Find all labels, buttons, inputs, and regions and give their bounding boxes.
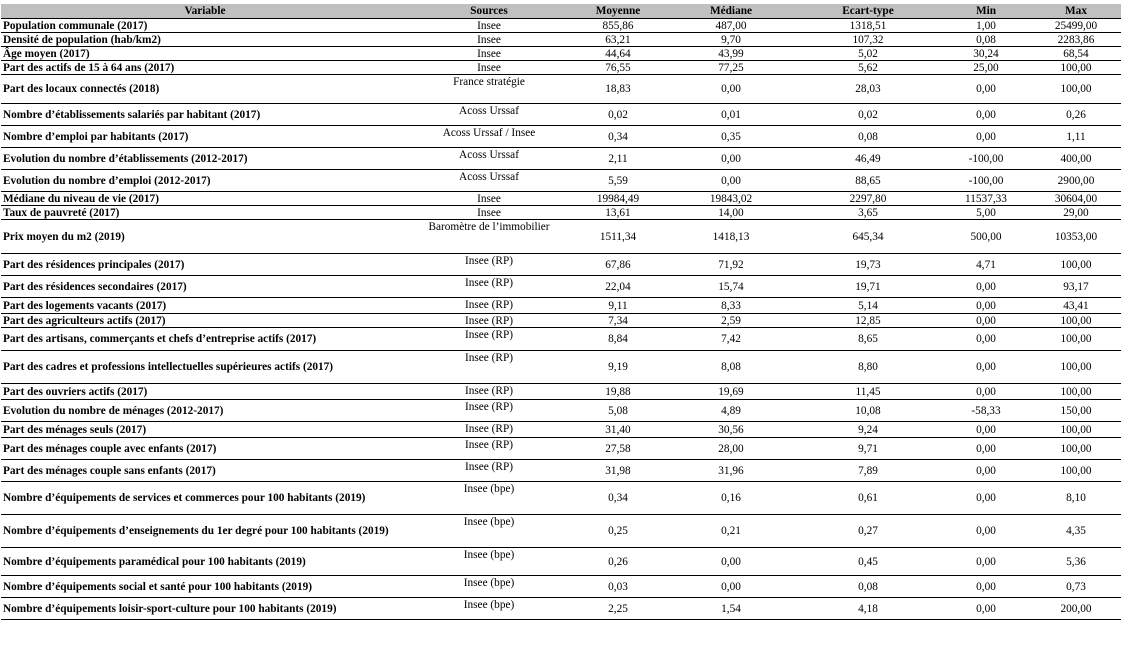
moyenne-value: 9,19: [569, 351, 667, 384]
moyenne-value: 5,59: [569, 170, 667, 192]
table-row: [1, 298, 1121, 314]
mediane-value: 0,01: [667, 104, 795, 126]
mediane-value: 71,92: [667, 254, 795, 276]
min-value: 0,00: [941, 515, 1031, 548]
mediane-value: 77,25: [667, 61, 795, 75]
table-row: [1, 254, 1121, 276]
min-value: 0,00: [941, 314, 1031, 328]
max-value: 1,11: [1031, 126, 1121, 148]
variable-name: Population communale (2017): [1, 19, 409, 33]
mediane-value: 0,00: [667, 148, 795, 170]
moyenne-value: 19,88: [569, 384, 667, 400]
max-value: 100,00: [1031, 438, 1121, 460]
min-value: 0,00: [941, 548, 1031, 576]
min-value: 1,00: [941, 19, 1031, 33]
mediane-value: 8,33: [667, 298, 795, 314]
min-value: 0,00: [941, 576, 1031, 598]
max-value: 10353,00: [1031, 220, 1121, 254]
table-row: [1, 206, 1121, 220]
ecart-type-value: 0,02: [795, 104, 941, 126]
ecart-type-value: 19,71: [795, 276, 941, 298]
source-value: Insee (RP): [409, 438, 569, 460]
moyenne-value: 2,11: [569, 148, 667, 170]
max-value: 100,00: [1031, 384, 1121, 400]
moyenne-value: 1511,34: [569, 220, 667, 254]
moyenne-value: 44,64: [569, 47, 667, 61]
mediane-value: 0,00: [667, 170, 795, 192]
mediane-value: 487,00: [667, 19, 795, 33]
moyenne-value: 5,08: [569, 400, 667, 422]
mediane-value: 9,70: [667, 33, 795, 47]
moyenne-value: 31,40: [569, 422, 667, 438]
table-row: [1, 126, 1121, 148]
source-value: Insee (RP): [409, 276, 569, 298]
mediane-value: 4,89: [667, 400, 795, 422]
variable-name: Nombre d’équipements de services et commerces pour 100 habitants (2019): [1, 482, 409, 515]
variable-name: Evolution du nombre d’emploi (2012-2017): [1, 170, 409, 192]
moyenne-value: 0,02: [569, 104, 667, 126]
source-value: Acoss Urssaf: [409, 104, 569, 126]
min-value: 0,00: [941, 104, 1031, 126]
table-row: [1, 148, 1121, 170]
ecart-type-value: 0,45: [795, 548, 941, 576]
max-value: 8,10: [1031, 482, 1121, 515]
min-value: 4,71: [941, 254, 1031, 276]
variable-name: Part des cadres et professions intellectuelles supérieures actifs (2017): [1, 351, 409, 384]
source-value: Acoss Urssaf: [409, 148, 569, 170]
source-value: Insee: [409, 33, 569, 47]
source-value: Insee (RP): [409, 298, 569, 314]
mediane-value: 0,00: [667, 576, 795, 598]
source-value: Insee: [409, 61, 569, 75]
min-value: 0,00: [941, 422, 1031, 438]
ecart-type-value: 1318,51: [795, 19, 941, 33]
variable-name: Evolution du nombre de ménages (2012-2017): [1, 400, 409, 422]
source-value: Insee: [409, 206, 569, 220]
min-value: 0,00: [941, 75, 1031, 104]
ecart-type-value: 7,89: [795, 460, 941, 482]
ecart-type-value: 5,02: [795, 47, 941, 61]
max-value: 100,00: [1031, 460, 1121, 482]
variable-name: Part des ménages couple avec enfants (2017): [1, 438, 409, 460]
variable-name: Nombre d’équipements paramédical pour 100 habitants (2019): [1, 548, 409, 576]
source-value: Insee (bpe): [409, 515, 569, 548]
table-row: [1, 170, 1121, 192]
table-row: [1, 192, 1121, 206]
moyenne-value: 63,21: [569, 33, 667, 47]
mediane-value: 1418,13: [667, 220, 795, 254]
table-row: [1, 515, 1121, 548]
ecart-type-value: 9,24: [795, 422, 941, 438]
variable-name: Part des résidences secondaires (2017): [1, 276, 409, 298]
table-row: [1, 460, 1121, 482]
moyenne-value: 31,98: [569, 460, 667, 482]
variable-name: Part des ouvriers actifs (2017): [1, 384, 409, 400]
table-row: [1, 438, 1121, 460]
variable-name: Part des agriculteurs actifs (2017): [1, 314, 409, 328]
moyenne-value: 0,25: [569, 515, 667, 548]
header-max: Max: [1031, 4, 1121, 19]
ecart-type-value: 88,65: [795, 170, 941, 192]
ecart-type-value: 0,08: [795, 126, 941, 148]
variable-name: Part des résidences principales (2017): [1, 254, 409, 276]
moyenne-value: 13,61: [569, 206, 667, 220]
mediane-value: 15,74: [667, 276, 795, 298]
moyenne-value: 2,25: [569, 598, 667, 620]
source-value: Insee (RP): [409, 314, 569, 328]
variable-name: Part des locaux connectés (2018): [1, 75, 409, 104]
table-row: [1, 314, 1121, 328]
max-value: 4,35: [1031, 515, 1121, 548]
moyenne-value: 9,11: [569, 298, 667, 314]
variable-name: Part des ménages couple sans enfants (2017): [1, 460, 409, 482]
mediane-value: 31,96: [667, 460, 795, 482]
mediane-value: 19,69: [667, 384, 795, 400]
source-value: Insee: [409, 47, 569, 61]
table-row: [1, 598, 1121, 620]
variable-name: Nombre d’équipements loisir-sport-culture pour 100 habitants (2019): [1, 598, 409, 620]
table-row: [1, 351, 1121, 384]
moyenne-value: 19984,49: [569, 192, 667, 206]
mediane-value: 1,54: [667, 598, 795, 620]
mediane-value: 0,00: [667, 548, 795, 576]
ecart-type-value: 2297,80: [795, 192, 941, 206]
table-row: [1, 104, 1121, 126]
moyenne-value: 0,34: [569, 482, 667, 515]
min-value: -100,00: [941, 170, 1031, 192]
table-row: [1, 328, 1121, 351]
min-value: 0,00: [941, 351, 1031, 384]
max-value: 200,00: [1031, 598, 1121, 620]
variable-name: Evolution du nombre d’établissements (2012-2017): [1, 148, 409, 170]
min-value: 5,00: [941, 206, 1031, 220]
table-row: [1, 384, 1121, 400]
source-value: Insee (RP): [409, 422, 569, 438]
mediane-value: 7,42: [667, 328, 795, 351]
max-value: 68,54: [1031, 47, 1121, 61]
ecart-type-value: 12,85: [795, 314, 941, 328]
max-value: 100,00: [1031, 422, 1121, 438]
source-value: Insee (bpe): [409, 548, 569, 576]
table-row: [1, 220, 1121, 254]
max-value: 100,00: [1031, 314, 1121, 328]
moyenne-value: 0,34: [569, 126, 667, 148]
min-value: -100,00: [941, 148, 1031, 170]
table-row: [1, 276, 1121, 298]
mediane-value: 0,21: [667, 515, 795, 548]
source-value: Insee (bpe): [409, 576, 569, 598]
ecart-type-value: 3,65: [795, 206, 941, 220]
min-value: 500,00: [941, 220, 1031, 254]
variable-name: Part des artisans, commerçants et chefs d’entreprise actifs (2017): [1, 328, 409, 351]
moyenne-value: 8,84: [569, 328, 667, 351]
source-value: Acoss Urssaf / Insee: [409, 126, 569, 148]
min-value: 0,00: [941, 276, 1031, 298]
header-moyenne: Moyenne: [569, 4, 667, 19]
moyenne-value: 855,86: [569, 19, 667, 33]
ecart-type-value: 11,45: [795, 384, 941, 400]
mediane-value: 0,16: [667, 482, 795, 515]
table-row: [1, 482, 1121, 515]
ecart-type-value: 10,08: [795, 400, 941, 422]
variable-name: Taux de pauvreté (2017): [1, 206, 409, 220]
variable-name: Nombre d’équipements d’enseignements du 1er degré pour 100 habitants (2019): [1, 515, 409, 548]
mediane-value: 14,00: [667, 206, 795, 220]
source-value: Insee (RP): [409, 351, 569, 384]
source-value: Insee (RP): [409, 460, 569, 482]
source-value: Insee (RP): [409, 254, 569, 276]
moyenne-value: 67,86: [569, 254, 667, 276]
moyenne-value: 18,83: [569, 75, 667, 104]
min-value: 30,24: [941, 47, 1031, 61]
max-value: 100,00: [1031, 254, 1121, 276]
mediane-value: 0,35: [667, 126, 795, 148]
header-sources: Sources: [409, 4, 569, 19]
ecart-type-value: 8,65: [795, 328, 941, 351]
mediane-value: 8,08: [667, 351, 795, 384]
statistics-table: [1, 4, 1121, 620]
source-value: Insee (bpe): [409, 598, 569, 620]
header-variable: Variable: [1, 4, 409, 19]
header-ecart-type: Ecart-type: [795, 4, 941, 19]
max-value: 30604,00: [1031, 192, 1121, 206]
ecart-type-value: 0,27: [795, 515, 941, 548]
source-value: Baromètre de l’immobilier: [409, 220, 569, 254]
max-value: 5,36: [1031, 548, 1121, 576]
min-value: 0,00: [941, 598, 1031, 620]
min-value: 0,00: [941, 482, 1031, 515]
source-value: Acoss Urssaf: [409, 170, 569, 192]
ecart-type-value: 19,73: [795, 254, 941, 276]
min-value: 0,00: [941, 298, 1031, 314]
max-value: 93,17: [1031, 276, 1121, 298]
ecart-type-value: 645,34: [795, 220, 941, 254]
variable-name: Part des actifs de 15 à 64 ans (2017): [1, 61, 409, 75]
source-value: Insee: [409, 192, 569, 206]
ecart-type-value: 5,62: [795, 61, 941, 75]
moyenne-value: 27,58: [569, 438, 667, 460]
variable-name: Densité de population (hab/km2): [1, 33, 409, 47]
ecart-type-value: 8,80: [795, 351, 941, 384]
variable-name: Nombre d’établissements salariés par habitant (2017): [1, 104, 409, 126]
min-value: 0,00: [941, 328, 1031, 351]
max-value: 0,26: [1031, 104, 1121, 126]
max-value: 25499,00: [1031, 19, 1121, 33]
header-min: Min: [941, 4, 1031, 19]
source-value: Insee (bpe): [409, 482, 569, 515]
variable-name: Âge moyen (2017): [1, 47, 409, 61]
variable-name: Nombre d’équipements social et santé pour 100 habitants (2019): [1, 576, 409, 598]
header-row: [1, 4, 1121, 19]
source-value: Insee: [409, 19, 569, 33]
mediane-value: 30,56: [667, 422, 795, 438]
source-value: France stratégie: [409, 75, 569, 104]
max-value: 29,00: [1031, 206, 1121, 220]
table-row: [1, 75, 1121, 104]
variable-name: Part des ménages seuls (2017): [1, 422, 409, 438]
max-value: 100,00: [1031, 61, 1121, 75]
table-row: [1, 47, 1121, 61]
mediane-value: 0,00: [667, 75, 795, 104]
max-value: 2900,00: [1031, 170, 1121, 192]
ecart-type-value: 107,32: [795, 33, 941, 47]
ecart-type-value: 0,61: [795, 482, 941, 515]
ecart-type-value: 9,71: [795, 438, 941, 460]
table-row: [1, 400, 1121, 422]
moyenne-value: 22,04: [569, 276, 667, 298]
min-value: 0,00: [941, 384, 1031, 400]
min-value: 0,00: [941, 460, 1031, 482]
max-value: 100,00: [1031, 351, 1121, 384]
ecart-type-value: 28,03: [795, 75, 941, 104]
ecart-type-value: 46,49: [795, 148, 941, 170]
mediane-value: 28,00: [667, 438, 795, 460]
mediane-value: 43,99: [667, 47, 795, 61]
max-value: 43,41: [1031, 298, 1121, 314]
max-value: 0,73: [1031, 576, 1121, 598]
table-row: [1, 422, 1121, 438]
ecart-type-value: 5,14: [795, 298, 941, 314]
max-value: 100,00: [1031, 75, 1121, 104]
variable-name: Nombre d’emploi par habitants (2017): [1, 126, 409, 148]
variable-name: Médiane du niveau de vie (2017): [1, 192, 409, 206]
moyenne-value: 7,34: [569, 314, 667, 328]
max-value: 100,00: [1031, 328, 1121, 351]
min-value: 11537,33: [941, 192, 1031, 206]
min-value: 0,08: [941, 33, 1031, 47]
min-value: 0,00: [941, 438, 1031, 460]
source-value: Insee (RP): [409, 400, 569, 422]
header-mediane: Médiane: [667, 4, 795, 19]
source-value: Insee (RP): [409, 328, 569, 351]
mediane-value: 2,59: [667, 314, 795, 328]
table-row: [1, 548, 1121, 576]
min-value: 25,00: [941, 61, 1031, 75]
table-row: [1, 61, 1121, 75]
variable-name: Part des logements vacants (2017): [1, 298, 409, 314]
max-value: 150,00: [1031, 400, 1121, 422]
table-row: [1, 576, 1121, 598]
moyenne-value: 0,26: [569, 548, 667, 576]
max-value: 2283,86: [1031, 33, 1121, 47]
moyenne-value: 76,55: [569, 61, 667, 75]
variable-name: Prix moyen du m2 (2019): [1, 220, 409, 254]
mediane-value: 19843,02: [667, 192, 795, 206]
source-value: Insee (RP): [409, 384, 569, 400]
max-value: 400,00: [1031, 148, 1121, 170]
ecart-type-value: 4,18: [795, 598, 941, 620]
table-row: [1, 33, 1121, 47]
min-value: 0,00: [941, 126, 1031, 148]
table-body: [1, 19, 1121, 620]
moyenne-value: 0,03: [569, 576, 667, 598]
ecart-type-value: 0,08: [795, 576, 941, 598]
table-row: [1, 19, 1121, 33]
min-value: -58,33: [941, 400, 1031, 422]
